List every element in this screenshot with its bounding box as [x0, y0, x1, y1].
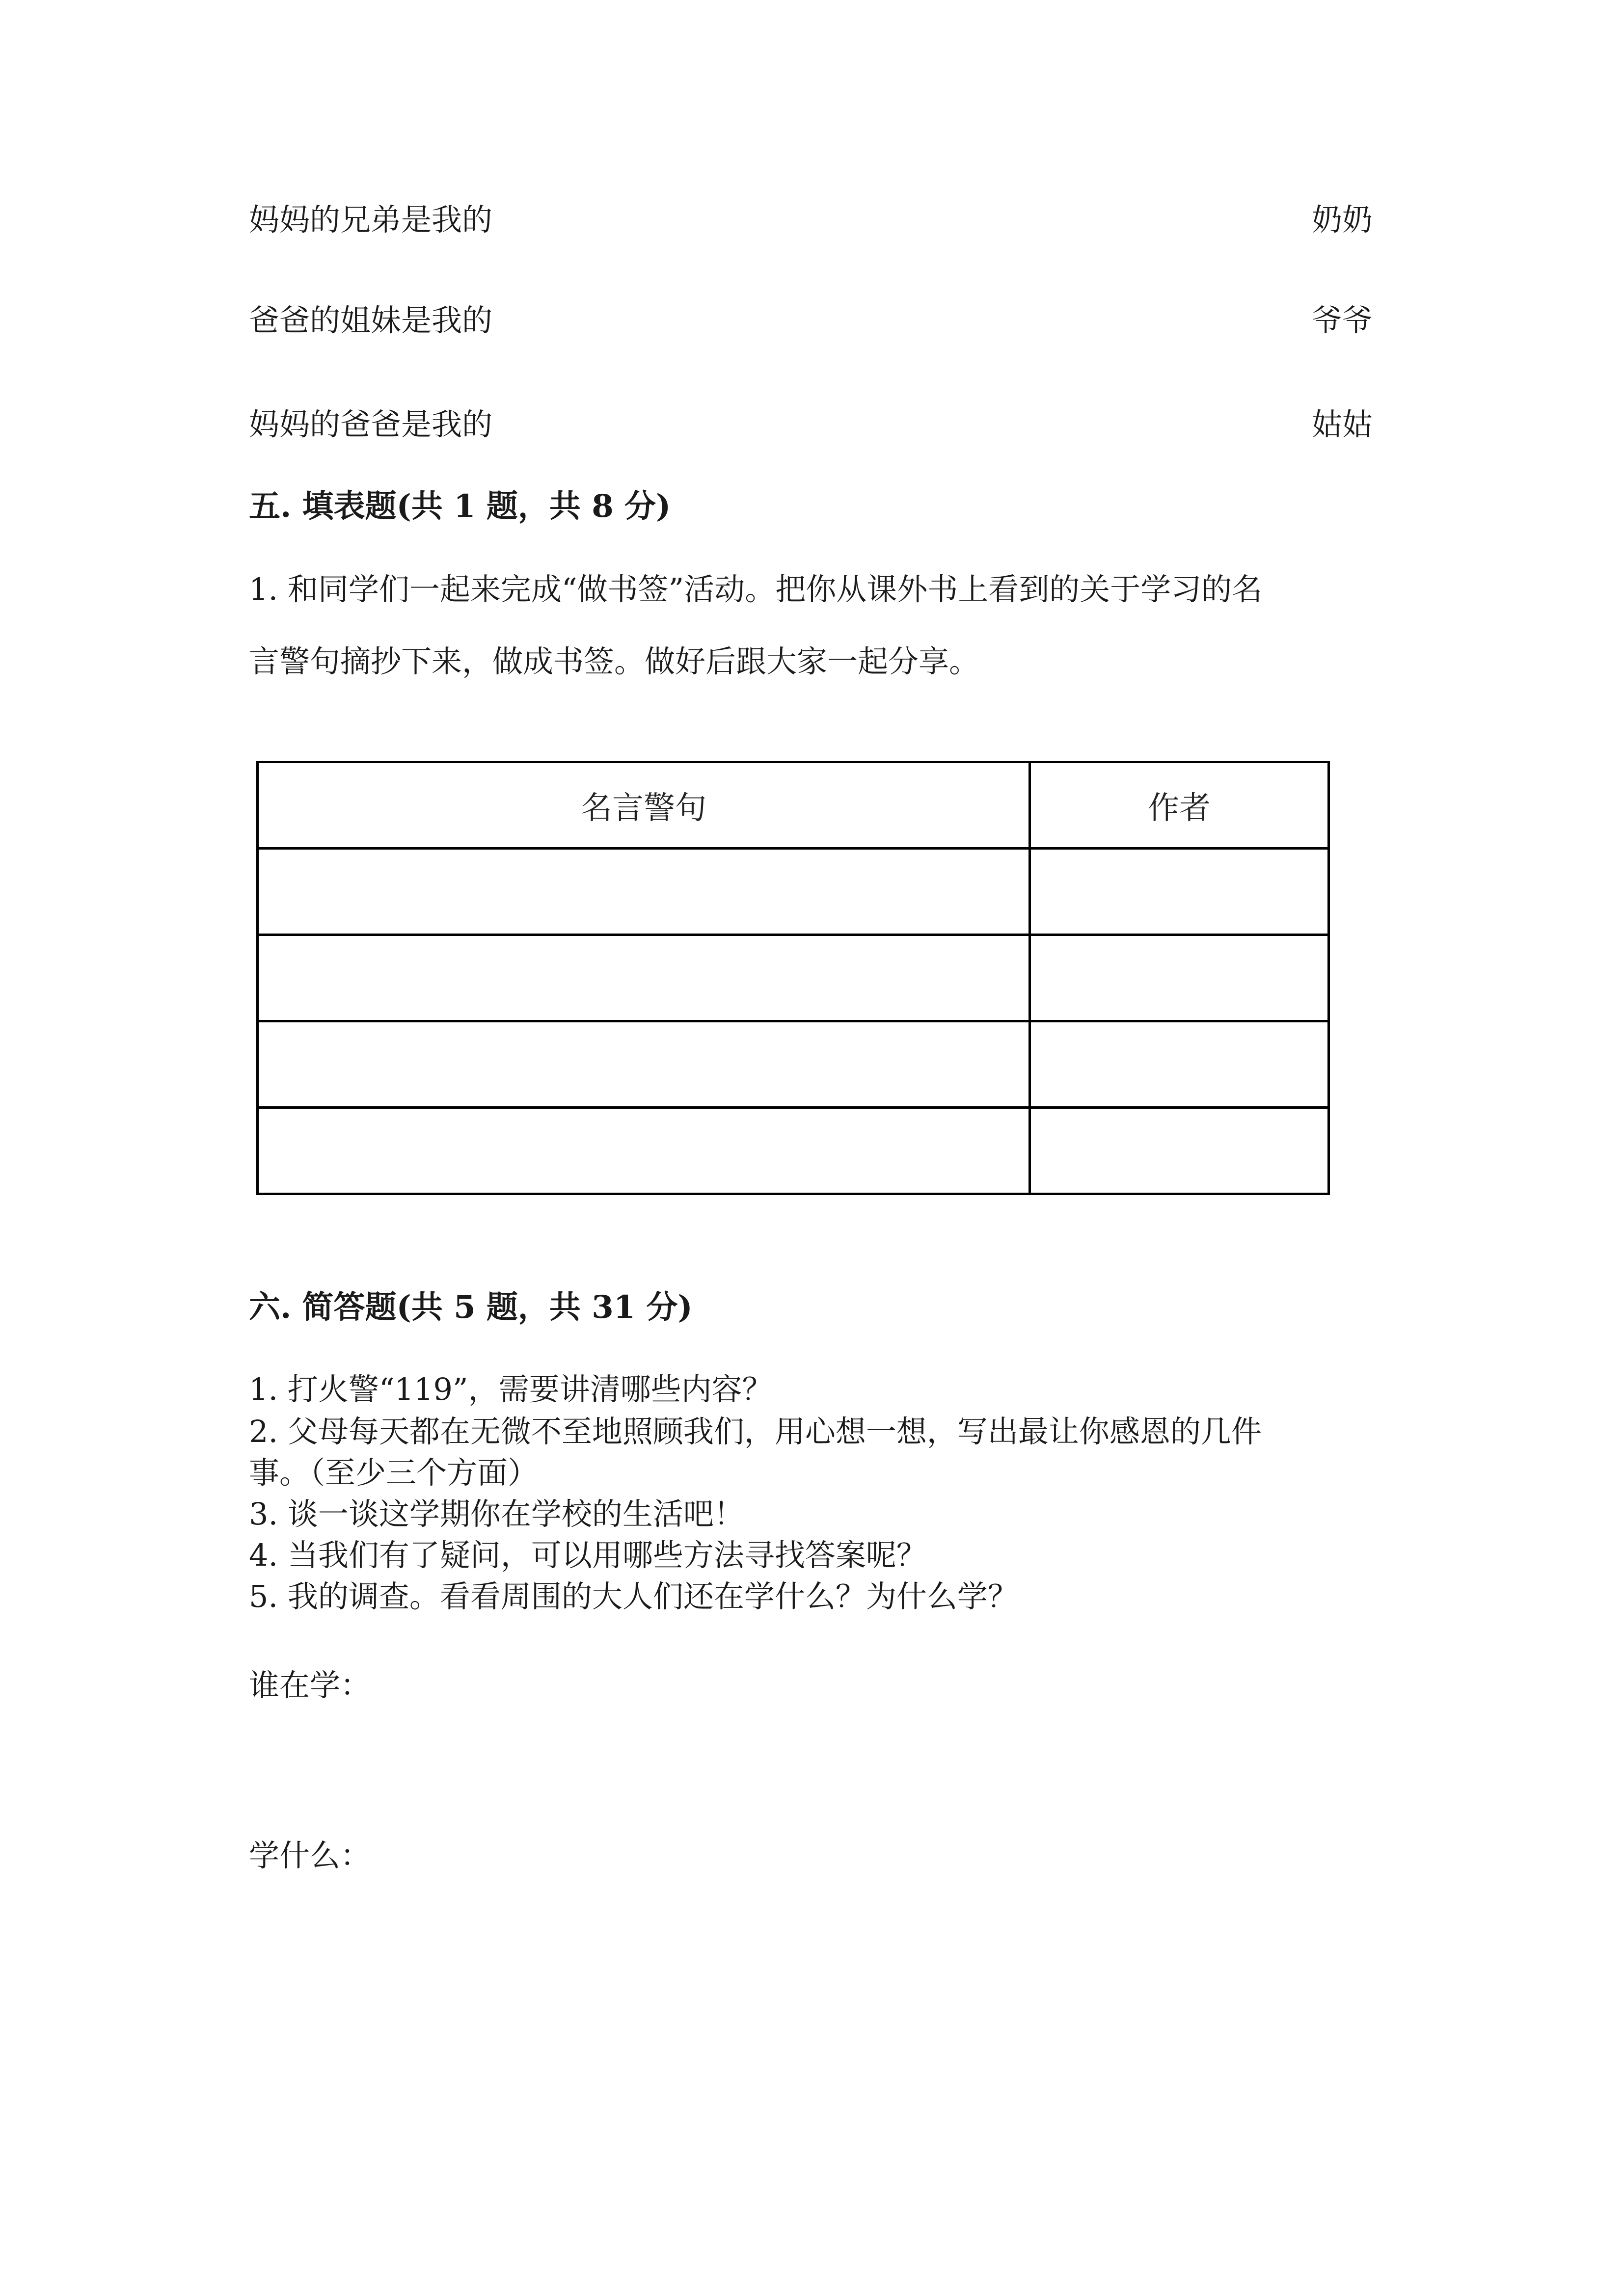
what-label: 学什么：: [249, 1838, 371, 1873]
table-cell-quote[interactable]: [258, 935, 1030, 1021]
table-row: [258, 1021, 1329, 1108]
section5-question-line1: 1. 和同学们一起来完成“做书签”活动。把你从课外书上看到的关于学习的名: [249, 571, 1263, 607]
matching-left-2: 爸爸的姐妹是我的: [249, 302, 493, 338]
table-cell-author[interactable]: [1030, 935, 1329, 1021]
matching-left-3: 妈妈的爸爸是我的: [249, 406, 493, 442]
table-cell-author[interactable]: [1030, 1108, 1329, 1194]
table-cell-quote[interactable]: [258, 849, 1030, 935]
who-label: 谁在学：: [249, 1667, 371, 1703]
table-header-quote: 名言警句: [258, 762, 1030, 849]
table-row: [258, 935, 1329, 1021]
matching-right-1: 奶奶: [1311, 202, 1373, 238]
section6-question-3: 3. 谈一谈这学期你在学校的生活吧！: [249, 1496, 744, 1532]
table-header-row: [258, 762, 1329, 849]
section6-question-2-line2: 事。（至少三个方面）: [249, 1455, 539, 1491]
matching-left-1: 妈妈的兄弟是我的: [249, 202, 493, 238]
table-row: [258, 849, 1329, 935]
section6-question-2-line1: 2. 父母每天都在无微不至地照顾我们，用心想一想，写出最让你感恩的几件: [249, 1414, 1262, 1449]
table-row: [258, 1108, 1329, 1194]
section5-heading: 五. 填表题(共 1 题，共 8 分): [249, 488, 671, 525]
section6-question-4: 4. 当我们有了疑问，可以用哪些方法寻找答案呢？: [249, 1537, 927, 1573]
table-header-author: 作者: [1030, 762, 1329, 849]
matching-right-2: 爷爷: [1311, 302, 1373, 338]
table-cell-author[interactable]: [1030, 1021, 1329, 1108]
section5-question-line2: 言警句摘抄下来，做成书签。做好后跟大家一起分享。: [249, 643, 980, 679]
table-cell-author[interactable]: [1030, 849, 1329, 935]
section6-question-5: 5. 我的调查。看看周围的大人们还在学什么？为什么学？: [249, 1578, 1018, 1614]
section6-question-1: 1. 打火警“119”，需要讲清哪些内容？: [249, 1371, 773, 1407]
bookmark-table: [256, 761, 1330, 1195]
table-cell-quote[interactable]: [258, 1021, 1030, 1108]
matching-right-3: 姑姑: [1311, 406, 1373, 442]
section6-heading: 六. 简答题(共 5 题，共 31 分): [249, 1289, 693, 1326]
table-cell-quote[interactable]: [258, 1108, 1030, 1194]
